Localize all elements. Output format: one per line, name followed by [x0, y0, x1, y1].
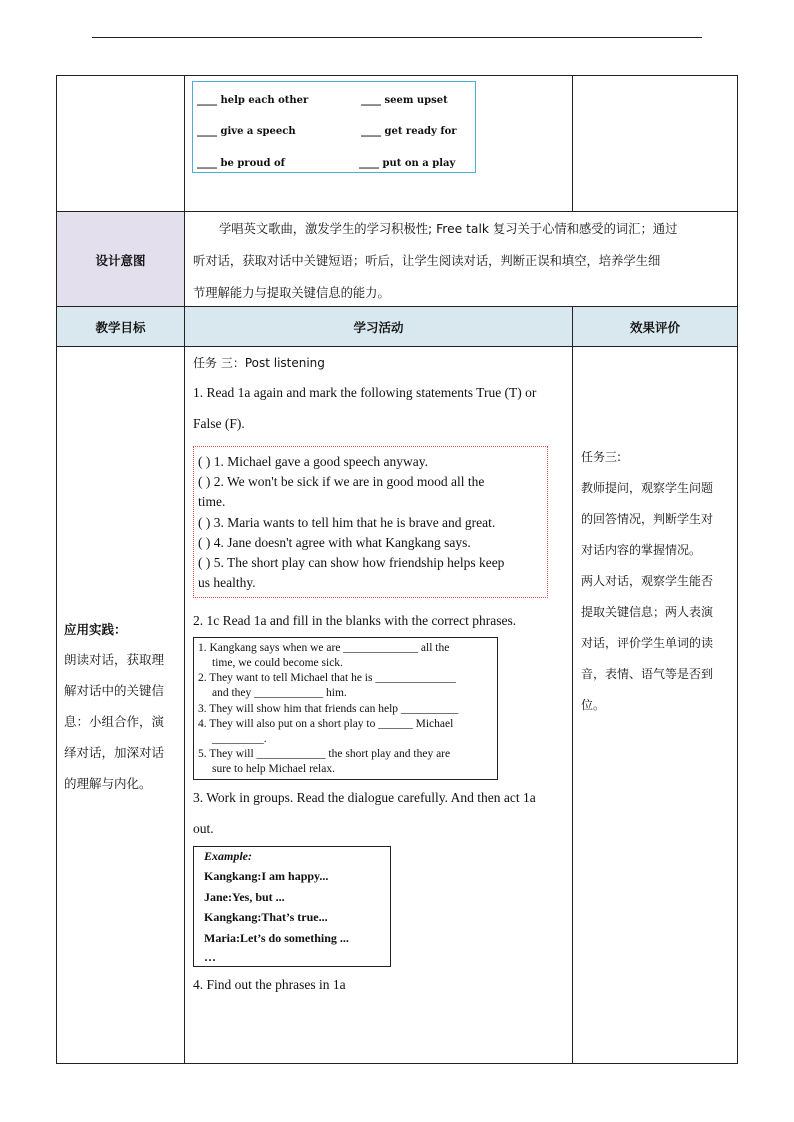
statement-3: ( ) 3. Maria wants to tell him that he is brave and great. [198, 515, 496, 530]
goal-line-2: 解对话中的关键信 [64, 683, 165, 698]
row-divider-1 [56, 211, 738, 212]
eval-line-1: 教师提问，观察学生问题 [581, 481, 714, 495]
blank-3: 3. They will show him that friends can help __________ [198, 703, 459, 715]
eval-title: 任务三: [581, 450, 622, 464]
col-divider-2-top [572, 75, 573, 211]
example-title: Example: [204, 849, 252, 863]
q1-line-1: 1. Read 1a again and mark the following statements True (T) or [193, 385, 537, 400]
blank-2: 2. They want to tell Michael that he is ______________ [198, 672, 456, 684]
goal-line-1: 朗读对话，获取理 [64, 652, 165, 667]
table-border-bottom [56, 1063, 738, 1064]
blank-5-cont: sure to help Michael relax. [212, 763, 335, 775]
design-intent-line-2: 听对话，获取对话中关键短语；听后，让学生阅读对话，判断正误和填空，培养学生细 [193, 254, 661, 268]
blank-5: 5. They will ____________ the short play and they are [198, 748, 451, 760]
eval-line-3: 对话内容的掌握情况。 [581, 543, 702, 557]
goal-line-3: 息：小组合作，演 [64, 714, 165, 729]
header-goal: 教学目标 [95, 320, 146, 335]
header-evaluation: 效果评价 [629, 320, 680, 335]
phrase-help-each-other: ____ help each other [197, 95, 309, 106]
statement-4: ( ) 4. Jane doesn't agree with what Kangkang says. [198, 535, 471, 550]
table-border-left [56, 75, 57, 1064]
q4-title: 4. Find out the phrases in 1a [193, 977, 346, 992]
example-line-4: Maria:Let’s do something ... [204, 931, 349, 945]
statement-5: ( ) 5. The short play can show how friendship helps keep [198, 555, 505, 570]
statement-2: ( ) 2. We won't be sick if we are in good mood all the [198, 474, 485, 489]
eval-line-5: 提取关键信息；两人表演 [581, 605, 714, 619]
col-divider-2-bottom [572, 306, 573, 1064]
table-border-top [56, 75, 738, 76]
phrase-put-on-a-play: ____ put on a play [359, 158, 456, 169]
design-intent-line-3: 节理解能力与提取关键信息的能力。 [193, 286, 390, 300]
task-title: 任务 三：Post listening [193, 356, 325, 370]
example-line-1: Kangkang:I am happy... [204, 869, 329, 883]
example-box [193, 846, 391, 967]
blank-2-cont: and they ____________ him. [212, 687, 347, 699]
phrase-give-a-speech: ____ give a speech [197, 126, 296, 137]
eval-line-6: 对话，评价学生单词的读 [581, 636, 714, 650]
phrase-seem-upset: ____ seem upset [361, 95, 448, 106]
example-line-3: Kangkang:That’s true... [204, 910, 328, 924]
eval-line-2: 的回答情况，判断学生对 [581, 512, 714, 526]
design-intent-line-1: 学唱英文歌曲，激发学生的学习积极性; Free talk 复习关于心情和感受的词汇；通过 [219, 222, 678, 236]
eval-line-7: 音，表情、语气等是否到 [581, 667, 714, 681]
row-divider-2 [56, 306, 738, 307]
goal-line-5: 的理解与内化。 [64, 776, 152, 791]
q3-line-2: out. [193, 821, 214, 836]
header-rule [92, 37, 702, 38]
statements-box [193, 446, 548, 598]
q1-line-2: False (F). [193, 416, 245, 431]
blank-1-cont: time, we could become sick. [212, 657, 343, 669]
fill-blanks-box [193, 637, 498, 780]
design-intent-label: 设计意图 [95, 253, 146, 268]
col-divider-1 [184, 75, 185, 1064]
blank-4: 4. They will also put on a short play to ______ Michael [198, 718, 454, 730]
eval-line-8: 位。 [581, 698, 606, 712]
q2-title: 2. 1c Read 1a and fill in the blanks with the correct phrases. [193, 613, 517, 628]
blank-1: 1. Kangkang says when we are _____________ all the [198, 642, 450, 654]
example-line-2: Jane:Yes, but ... [204, 890, 285, 904]
statement-1: ( ) 1. Michael gave a good speech anyway. [198, 454, 429, 469]
eval-line-4: 两人对话，观察学生能否 [581, 574, 714, 588]
example-line-5: … [204, 950, 216, 964]
phrase-get-ready-for: ____ get ready for [361, 126, 457, 137]
goal-title: 应用实践： [64, 622, 127, 637]
goal-line-4: 绎对话，加深对话 [64, 745, 165, 760]
table-border-right [737, 75, 738, 1064]
statement-2-cont: time. [198, 494, 226, 509]
header-activity: 学习活动 [353, 320, 404, 335]
blank-4-cont: _________. [212, 733, 267, 745]
q3-line-1: 3. Work in groups. Read the dialogue carefully. And then act 1a [193, 790, 536, 805]
row-divider-3 [56, 346, 738, 347]
statement-5-cont: us healthy. [198, 575, 256, 590]
phrase-be-proud-of: ____ be proud of [197, 158, 285, 169]
phrase-box [192, 81, 476, 173]
